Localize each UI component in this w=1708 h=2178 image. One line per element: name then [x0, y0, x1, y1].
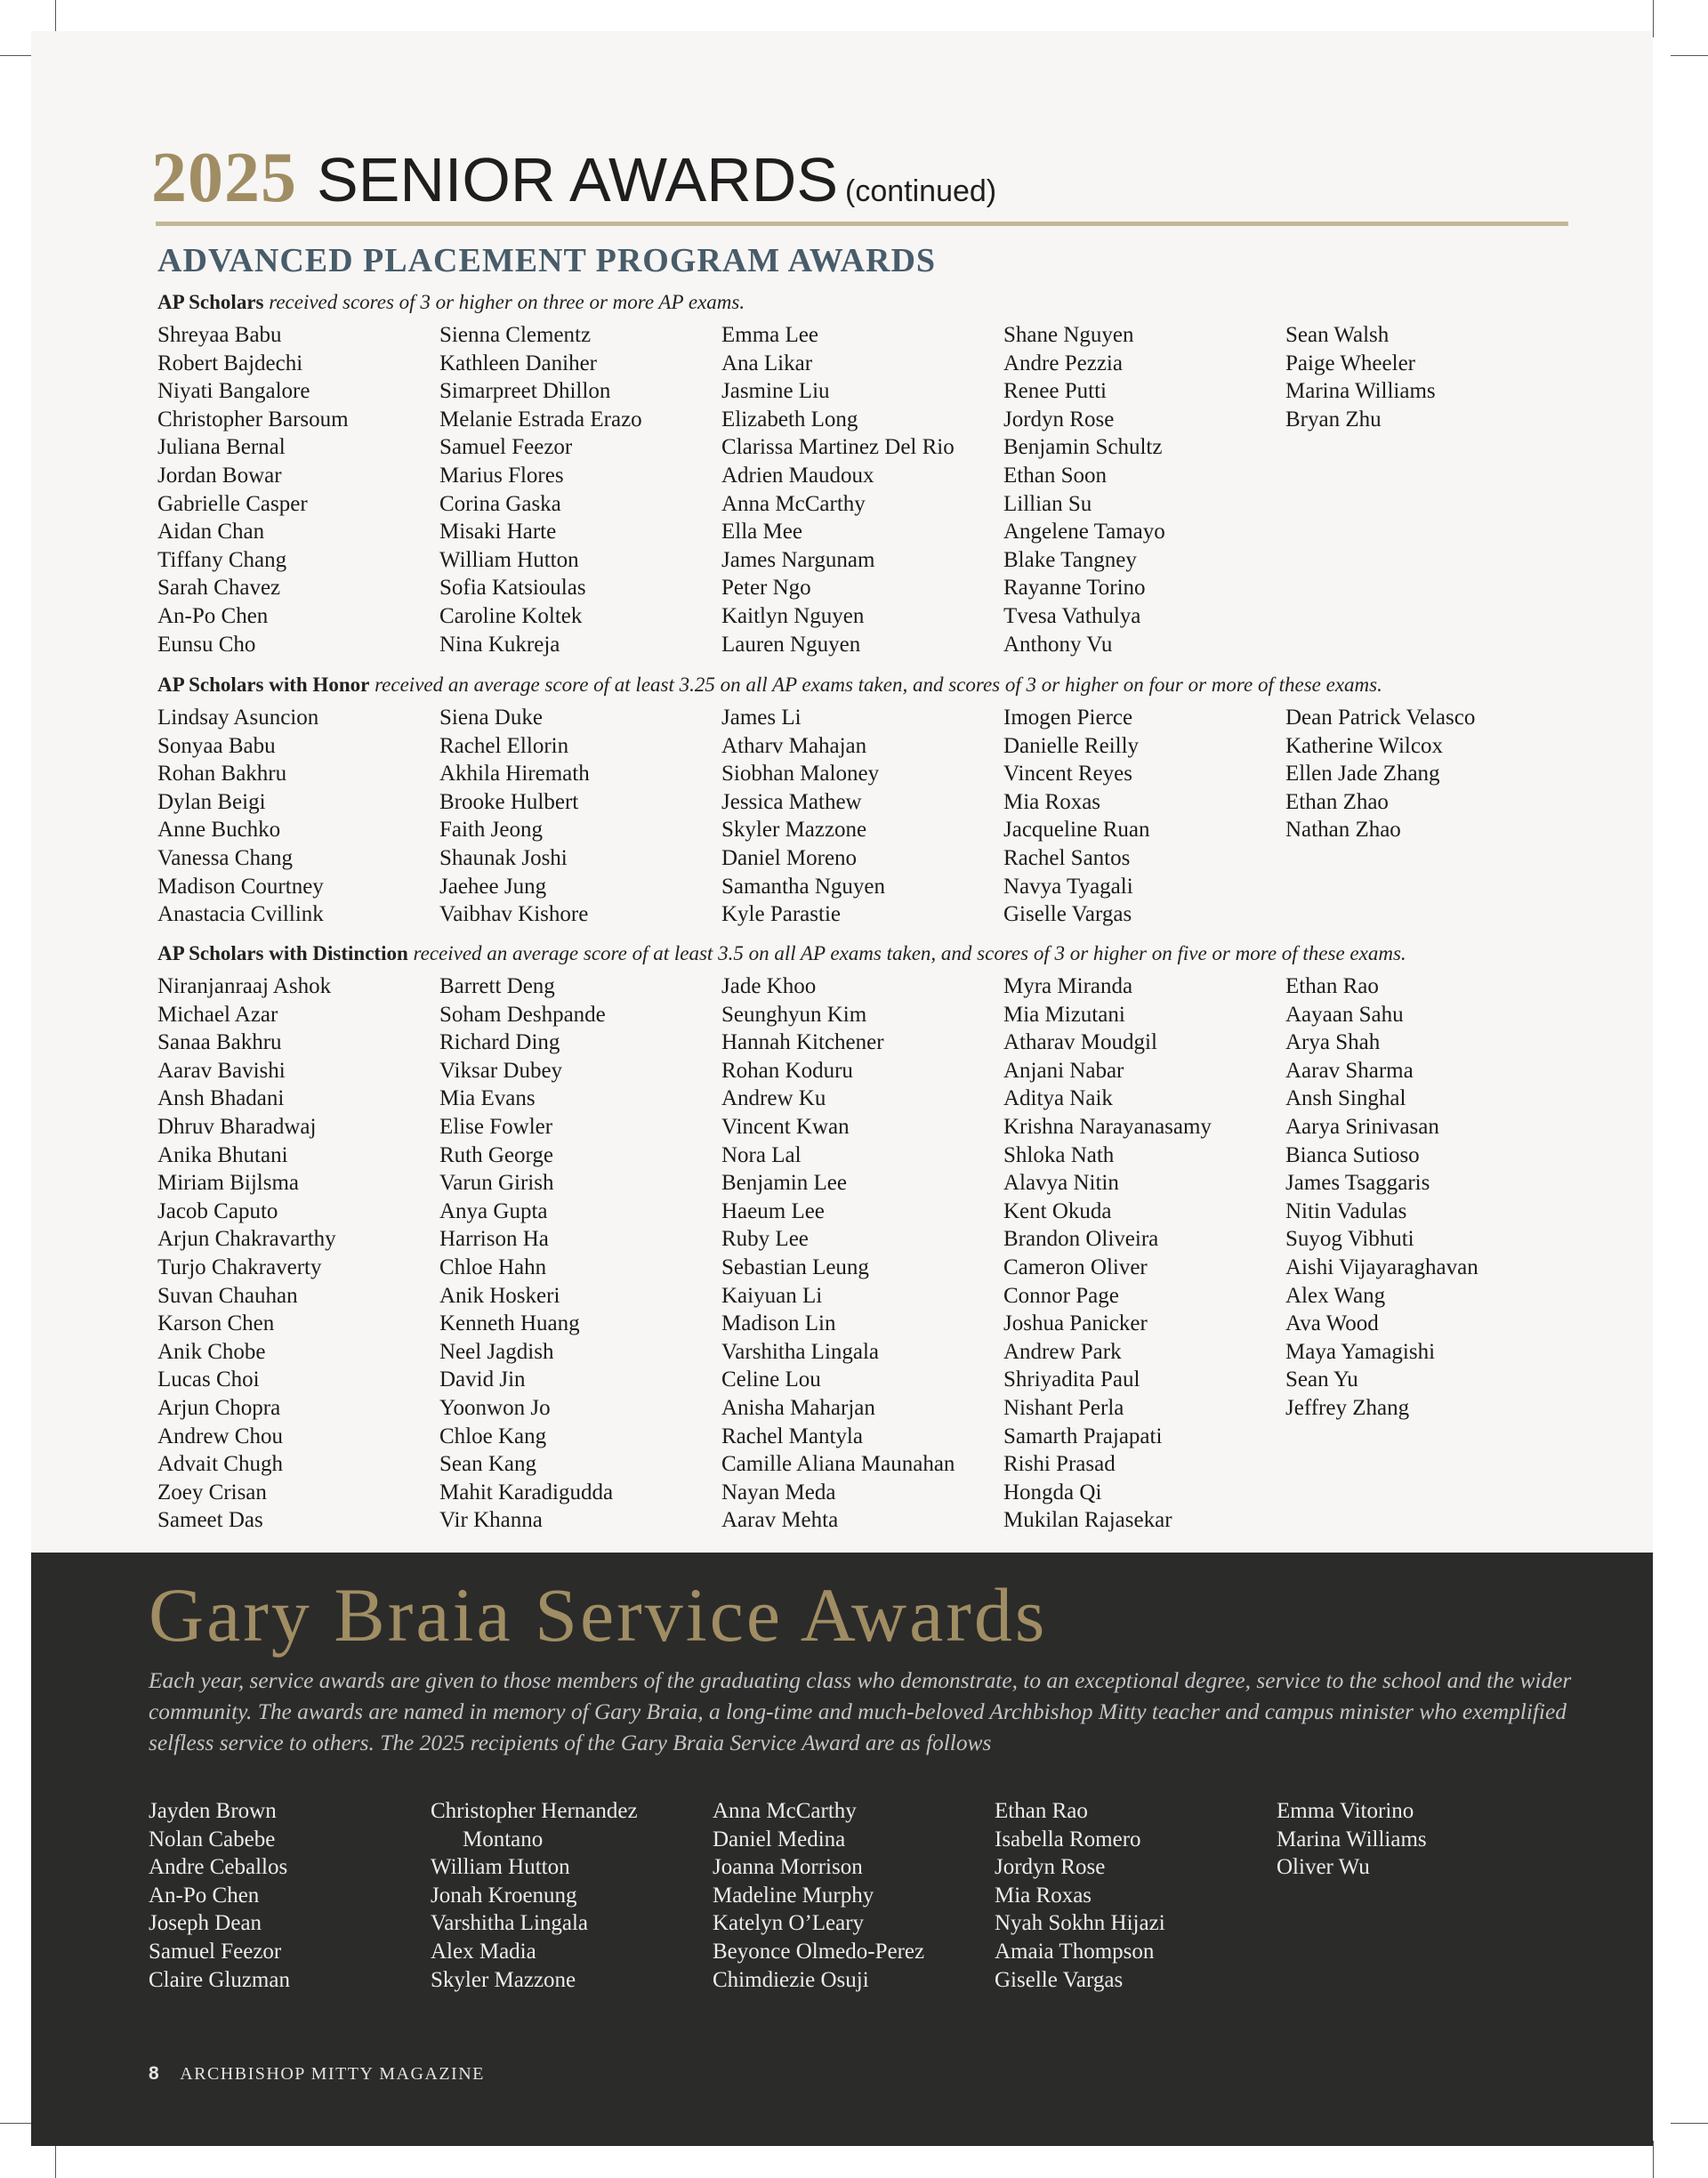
recipient-name: Alex Wang [1285, 1283, 1386, 1308]
ap-distinction-label: AP Scholars with Distinction [157, 942, 408, 964]
recipient-name: Vincent Kwan [721, 1114, 850, 1139]
recipient-name: Neel Jagdish [439, 1339, 554, 1364]
recipient-name: Karson Chen [157, 1311, 275, 1336]
name-column [721, 321, 1003, 658]
recipient-name: Faith Jeong [439, 818, 543, 843]
recipient-name: Daniel Medina [713, 1827, 846, 1851]
recipient-name: Giselle Vargas [995, 1967, 1124, 1992]
recipient-name: Andre Pezzia [1003, 351, 1123, 375]
recipient-name: Viksar Dubey [439, 1058, 563, 1083]
recipient-name: Sebastian Leung [721, 1254, 869, 1279]
recipient-name: Sienna Clementz [439, 323, 592, 347]
recipient-name: Jacqueline Ruan [1003, 818, 1150, 843]
recipient-name: Niranjanraaj Ashok [157, 974, 332, 998]
recipient-name: Montano [463, 1827, 544, 1851]
recipient-name: Siobhan Maloney [721, 762, 880, 786]
recipient-name: Jasmine Liu [721, 379, 830, 404]
recipient-name: Hannah Kitchener [721, 1030, 884, 1055]
recipient-name: Jade Khoo [721, 974, 817, 998]
recipient-name: Vincent Reyes [1003, 762, 1132, 786]
recipient-name: Kathleen Daniher [439, 351, 598, 375]
recipient-name: Seunghyun Kim [721, 1002, 867, 1027]
header-title: SENIOR AWARDS [317, 145, 839, 214]
name-column [1285, 704, 1567, 929]
recipient-name: Anya Gupta [439, 1198, 548, 1223]
name-column [439, 704, 721, 929]
recipient-name: Renee Putti [1003, 379, 1107, 404]
ap-distinction-heading [157, 942, 1406, 965]
recipient-name: Mahit Karadigudda [439, 1480, 614, 1504]
recipient-name: Nyah Sokhn Hijazi [995, 1911, 1165, 1936]
publication-name: ARCHBISHOP MITTY MAGAZINE [180, 2064, 485, 2084]
recipient-name: Anik Hoskeri [439, 1283, 560, 1308]
recipient-name: Ansh Bhadani [157, 1086, 285, 1111]
crop-mark [1671, 2123, 1708, 2124]
recipient-name: Jordyn Rose [995, 1855, 1106, 1880]
recipient-name: Caroline Koltek [439, 603, 583, 628]
recipient-name: Akhila Hiremath [439, 762, 590, 786]
recipient-name: Samuel Feezor [439, 435, 573, 460]
crop-mark [55, 2141, 56, 2178]
ap-honor-heading [157, 674, 1382, 697]
ap-honor-label: AP Scholars with Honor [157, 674, 370, 696]
recipient-name: Mukilan Rajasekar [1003, 1508, 1172, 1533]
recipient-name: Vaibhav Kishore [439, 902, 589, 927]
recipient-name: Jaehee Jung [439, 874, 547, 899]
recipient-name: Sarah Chavez [157, 576, 281, 601]
recipient-name: Nitin Vadulas [1285, 1198, 1407, 1223]
recipient-name: Gabrielle Casper [157, 491, 308, 516]
recipient-name: Katherine Wilcox [1285, 733, 1443, 758]
recipient-name: Beyonce Olmedo-Perez [713, 1939, 925, 1964]
recipient-name: Clarissa Martinez Del Rio [721, 435, 955, 460]
recipient-name: Shane Nguyen [1003, 323, 1134, 347]
recipient-name: Sean Yu [1285, 1367, 1358, 1392]
recipient-name: Andrew Park [1003, 1339, 1122, 1364]
recipient-name: Anika Bhutani [157, 1142, 288, 1167]
recipient-name: Jayden Brown [149, 1799, 277, 1823]
recipient-name: Siena Duke [439, 706, 543, 730]
recipient-name: Melanie Estrada Erazo [439, 407, 642, 432]
recipient-name: Camille Aliana Maunahan [721, 1452, 955, 1477]
recipient-name: Aditya Naik [1003, 1086, 1113, 1111]
recipient-name: Emma Lee [721, 323, 818, 347]
ap-honor-names [157, 704, 1567, 929]
recipient-name: Varshitha Lingala [721, 1339, 880, 1364]
recipient-name: Aarav Mehta [721, 1508, 839, 1533]
recipient-name: Nayan Meda [721, 1480, 836, 1504]
name-column [149, 1797, 431, 1994]
recipient-name: Hongda Qi [1003, 1480, 1102, 1504]
ap-distinction-desc: received an average score of at least 3.5 on all AP exams taken, and scores of 3 or higher on five or more of these exams. [413, 942, 1406, 964]
name-column [1003, 704, 1285, 929]
recipient-name: Aidan Chan [157, 520, 265, 544]
recipient-name: Mia Roxas [995, 1883, 1092, 1908]
recipient-name: Barrett Deng [439, 974, 555, 998]
recipient-name: Joanna Morrison [713, 1855, 863, 1880]
recipient-name: Eunsu Cho [157, 632, 256, 657]
recipient-name: Lindsay Asuncion [157, 706, 319, 730]
name-column [439, 321, 721, 658]
recipient-name: Sanaa Bakhru [157, 1030, 282, 1055]
recipient-name: Chloe Kang [439, 1424, 547, 1448]
ap-honor-desc: received an average score of at least 3.25 on all AP exams taken, and scores of 3 or higher on four or more of these exams. [375, 674, 1382, 696]
recipient-name: Krishna Narayanasamy [1003, 1114, 1212, 1139]
recipient-name: An-Po Chen [149, 1883, 260, 1908]
recipient-name: Aayaan Sahu [1285, 1002, 1404, 1027]
recipient-name: Richard Ding [439, 1030, 560, 1055]
recipient-name: Nora Lal [721, 1142, 802, 1167]
recipient-name: Atharav Moudgil [1003, 1030, 1157, 1055]
recipient-name: Ethan Rao [1285, 974, 1379, 998]
recipient-name: Jordyn Rose [1003, 407, 1115, 432]
recipient-name: Jessica Mathew [721, 789, 862, 814]
recipient-name: Aarya Srinivasan [1285, 1114, 1439, 1139]
recipient-name: Arya Shah [1285, 1030, 1381, 1055]
name-column [1003, 321, 1285, 658]
recipient-name: Vir Khanna [439, 1508, 543, 1533]
name-column [1003, 972, 1285, 1535]
crop-mark [1653, 0, 1654, 37]
recipient-name: Ana Likar [721, 351, 813, 375]
header-year: 2025 [151, 139, 297, 217]
recipient-name: Varun Girish [439, 1171, 554, 1196]
recipient-name: Emma Vitorino [1277, 1799, 1414, 1823]
recipient-name: Anna McCarthy [721, 491, 866, 516]
recipient-name: Suyog Vibhuti [1285, 1227, 1414, 1252]
recipient-name: Corina Gaska [439, 491, 561, 516]
recipient-name: Alavya Nitin [1003, 1171, 1119, 1196]
recipient-name: Kyle Parastie [721, 902, 841, 927]
recipient-name: Ansh Singhal [1285, 1086, 1406, 1111]
recipient-name: Nishant Perla [1003, 1395, 1124, 1420]
recipient-name: Rachel Mantyla [721, 1424, 863, 1448]
recipient-name: Rishi Prasad [1003, 1452, 1116, 1477]
recipient-name: Kent Okuda [1003, 1198, 1112, 1223]
recipient-name: Niyati Bangalore [157, 379, 310, 404]
ap-scholars-names [157, 321, 1567, 658]
recipient-name: Turjo Chakraverty [157, 1254, 322, 1279]
name-column [995, 1797, 1277, 1994]
recipient-name: Chloe Hahn [439, 1254, 547, 1279]
recipient-name: Rayanne Torino [1003, 576, 1146, 601]
recipient-name: Jacob Caputo [157, 1198, 278, 1223]
ap-scholars-label: AP Scholars [157, 291, 264, 313]
recipient-name: Mia Roxas [1003, 789, 1101, 814]
recipient-name: Kaiyuan Li [721, 1283, 823, 1308]
recipient-name: Michael Azar [157, 1002, 278, 1027]
recipient-name: Imogen Pierce [1003, 706, 1133, 730]
recipient-name: Adrien Maudoux [721, 463, 874, 488]
name-column [157, 704, 439, 929]
recipient-name: Ella Mee [721, 520, 802, 544]
recipient-name: Peter Ngo [721, 576, 811, 601]
recipient-name: Tvesa Vathulya [1003, 603, 1141, 628]
name-column [721, 704, 1003, 929]
recipient-name: Haeum Lee [721, 1198, 825, 1223]
recipient-name: Nathan Zhao [1285, 818, 1401, 843]
recipient-name: Nina Kukreja [439, 632, 560, 657]
recipient-name: Ethan Soon [1003, 463, 1107, 488]
recipient-name: Joseph Dean [149, 1911, 262, 1936]
name-column [157, 972, 439, 1535]
recipient-name: Dhruv Bharadwaj [157, 1114, 317, 1139]
recipient-name: Benjamin Schultz [1003, 435, 1163, 460]
recipient-name: Shreyaa Babu [157, 323, 282, 347]
recipient-name: William Hutton [439, 547, 579, 572]
recipient-name: Sean Walsh [1285, 323, 1390, 347]
recipient-name: Rohan Bakhru [157, 762, 287, 786]
recipient-name: Miriam Bijlsma [157, 1171, 300, 1196]
recipient-name: Sean Kang [439, 1452, 536, 1477]
recipient-name: Sameet Das [157, 1508, 263, 1533]
recipient-name: Advait Chugh [157, 1452, 283, 1477]
recipient-name: Ruby Lee [721, 1227, 809, 1252]
gary-braia-description: Each year, service awards are given to those members of the graduating class who demonstrate, to an exceptional degree, service to the school and the wider community. The awards are named in memory of Gary Braia, a long-time and much-beloved Archbishop Mitty teacher and campus minister who exemplified selfless service to others. The 2025 recipients of the Gary Braia Service Award are as follows [149, 1668, 1572, 1755]
recipient-name: Alex Madia [431, 1939, 536, 1964]
recipient-name: William Hutton [431, 1855, 570, 1880]
ap-scholars-desc: received scores of 3 or higher on three or more AP exams. [269, 291, 745, 313]
recipient-name: Navya Tyagali [1003, 874, 1133, 899]
recipient-name: Suvan Chauhan [157, 1283, 298, 1308]
recipient-name: Danielle Reilly [1003, 733, 1140, 758]
recipient-name: Simarpreet Dhillon [439, 379, 611, 404]
senior-awards-section [31, 31, 1653, 1553]
recipient-name: Paige Wheeler [1285, 351, 1415, 375]
recipient-name: Lauren Nguyen [721, 632, 861, 657]
recipient-name: Soham Deshpande [439, 1002, 606, 1027]
recipient-name: Vanessa Chang [157, 845, 294, 870]
recipient-name: Cameron Oliver [1003, 1254, 1148, 1279]
recipient-name: Anne Buchko [157, 818, 281, 843]
recipient-name: Anik Chobe [157, 1339, 266, 1364]
ap-scholars-heading [157, 291, 745, 314]
recipient-name: Marius Flores [439, 463, 564, 488]
recipient-name: Myra Miranda [1003, 974, 1133, 998]
ap-distinction-names [157, 972, 1567, 1535]
crop-mark [1671, 55, 1708, 56]
recipient-name: Skyler Mazzone [721, 818, 867, 843]
recipient-name: James Nargunam [721, 547, 875, 572]
name-column [721, 972, 1003, 1535]
recipient-name: Elise Fowler [439, 1114, 553, 1139]
recipient-name: Aishi Vijayaraghavan [1285, 1254, 1478, 1279]
recipient-name: Lucas Choi [157, 1367, 260, 1392]
recipient-name: James Li [721, 706, 802, 730]
name-column [713, 1797, 995, 1994]
recipient-name: Madeline Murphy [713, 1883, 874, 1908]
recipient-name: Connor Page [1003, 1283, 1119, 1308]
recipient-name: Bianca Sutioso [1285, 1142, 1420, 1167]
recipient-name: Rachel Ellorin [439, 733, 569, 758]
recipient-name: Aarav Sharma [1285, 1058, 1414, 1083]
recipient-name: Andrew Chou [157, 1424, 283, 1448]
recipient-name: Misaki Harte [439, 520, 557, 544]
name-column [439, 972, 721, 1535]
recipient-name: Angelene Tamayo [1003, 520, 1165, 544]
recipient-name: Giselle Vargas [1003, 902, 1132, 927]
gary-braia-names [149, 1797, 1559, 1994]
recipient-name: Ethan Rao [995, 1799, 1088, 1823]
header-rule [156, 222, 1568, 226]
recipient-name: Marina Williams [1285, 379, 1436, 404]
recipient-name: Maya Yamagishi [1285, 1339, 1436, 1364]
gary-braia-section [31, 1553, 1653, 2146]
recipient-name: Arjun Chakravarthy [157, 1227, 336, 1252]
recipient-name: Kaitlyn Nguyen [721, 603, 865, 628]
magazine-page [31, 31, 1653, 2146]
page-footer [149, 2063, 485, 2085]
name-column [431, 1797, 713, 1994]
recipient-name: David Jin [439, 1367, 526, 1392]
recipient-name: Marina Williams [1277, 1827, 1427, 1851]
recipient-name: Brooke Hulbert [439, 789, 579, 814]
recipient-name: Dean Patrick Velasco [1285, 706, 1476, 730]
recipient-name: Christopher Hernandez [431, 1799, 638, 1823]
recipient-name: Benjamin Lee [721, 1171, 847, 1196]
recipient-name: Jonah Kroenung [431, 1883, 577, 1908]
crop-mark [1653, 2141, 1654, 2178]
recipient-name: Samantha Nguyen [721, 874, 885, 899]
name-column [1285, 972, 1567, 1535]
recipient-name: Rohan Koduru [721, 1058, 853, 1083]
recipient-name: Chimdiezie Osuji [713, 1967, 869, 1992]
recipient-name: Atharv Mahajan [721, 733, 867, 758]
recipient-name: Rachel Santos [1003, 845, 1131, 870]
recipient-name: Ellen Jade Zhang [1285, 762, 1440, 786]
recipient-name: Sonyaa Babu [157, 733, 276, 758]
recipient-name: Anna McCarthy [713, 1799, 857, 1823]
recipient-name: Tiffany Chang [157, 547, 287, 572]
recipient-name: Andrew Ku [721, 1086, 826, 1111]
recipient-name: Mia Mizutani [1003, 1002, 1125, 1027]
recipient-name: Kenneth Huang [439, 1311, 580, 1336]
recipient-name: Anjani Nabar [1003, 1058, 1124, 1083]
recipient-name: Andre Ceballos [149, 1855, 288, 1880]
recipient-name: An-Po Chen [157, 603, 269, 628]
recipient-name: Christopher Barsoum [157, 407, 349, 432]
page-number: 8 [149, 2063, 161, 2084]
recipient-name: Shriyadita Paul [1003, 1367, 1140, 1392]
recipient-name: Anisha Maharjan [721, 1395, 875, 1420]
recipient-name: Dylan Beigi [157, 789, 266, 814]
recipient-name: Samuel Feezor [149, 1939, 282, 1964]
recipient-name: Samarth Prajapati [1003, 1424, 1163, 1448]
recipient-name: Elizabeth Long [721, 407, 858, 432]
recipient-name: James Tsaggaris [1285, 1171, 1430, 1196]
recipient-name: Ruth George [439, 1142, 553, 1167]
recipient-name: Ava Wood [1285, 1311, 1379, 1336]
recipient-name: Robert Bajdechi [157, 351, 303, 375]
recipient-name: Shloka Nath [1003, 1142, 1115, 1167]
header-continued: (continued) [845, 174, 997, 208]
recipient-name: Sofia Katsioulas [439, 576, 586, 601]
recipient-name: Amaia Thompson [995, 1939, 1155, 1964]
recipient-name: Zoey Crisan [157, 1480, 267, 1504]
recipient-name: Jeffrey Zhang [1285, 1395, 1410, 1420]
recipient-name: Juliana Bernal [157, 435, 286, 460]
recipient-name: Brandon Oliveira [1003, 1227, 1159, 1252]
recipient-name: Bryan Zhu [1285, 407, 1382, 432]
recipient-name: Nolan Cabebe [149, 1827, 276, 1851]
recipient-name: Mia Evans [439, 1086, 536, 1111]
recipient-name: Madison Lin [721, 1311, 836, 1336]
recipient-name: Varshitha Lingala [431, 1911, 589, 1936]
recipient-name: Celine Lou [721, 1367, 821, 1392]
recipient-name: Harrison Ha [439, 1227, 549, 1252]
ap-section-title: ADVANCED PLACEMENT PROGRAM AWARDS [157, 242, 937, 279]
recipient-name: Isabella Romero [995, 1827, 1141, 1851]
recipient-name: Ethan Zhao [1285, 789, 1389, 814]
recipient-name: Lillian Su [1003, 491, 1092, 516]
recipient-name: Katelyn O’Leary [713, 1911, 865, 1936]
name-column [157, 321, 439, 658]
name-column [1285, 321, 1567, 658]
page-header [151, 138, 996, 219]
gary-braia-title: Gary Braia Service Awards [149, 1572, 1048, 1658]
recipient-name: Claire Gluzman [149, 1967, 290, 1992]
recipient-name: Shaunak Joshi [439, 845, 568, 870]
recipient-name: Arjun Chopra [157, 1395, 281, 1420]
recipient-name: Yoonwon Jo [439, 1395, 551, 1420]
recipient-name: Daniel Moreno [721, 845, 858, 870]
recipient-name: Anthony Vu [1003, 632, 1113, 657]
recipient-name: Oliver Wu [1277, 1855, 1370, 1880]
recipient-name: Joshua Panicker [1003, 1311, 1148, 1336]
recipient-name: Jordan Bowar [157, 463, 282, 488]
recipient-name: Madison Courtney [157, 874, 324, 899]
recipient-name: Blake Tangney [1003, 547, 1137, 572]
recipient-name: Anastacia Cvillink [157, 902, 324, 927]
recipient-name: Aarav Bavishi [157, 1058, 286, 1083]
name-column [1277, 1797, 1559, 1994]
recipient-name: Skyler Mazzone [431, 1967, 576, 1992]
